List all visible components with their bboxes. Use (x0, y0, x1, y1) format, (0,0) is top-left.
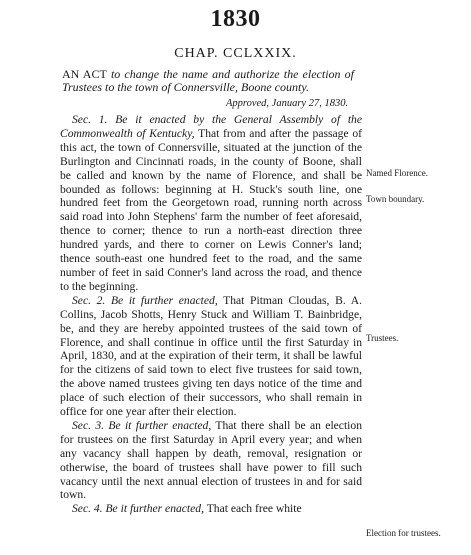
section-heading: Sec. 1. Be it enacted by the General Assembly of the Commonwealth of Kentucky, (60, 113, 362, 140)
margin-note-town-boundary: Town boundary. (366, 194, 425, 204)
section-4 (60, 502, 362, 516)
section-heading: Sec. 3. Be it further enacted, (72, 418, 212, 432)
section-3 (60, 419, 362, 502)
section-heading: Sec. 2. Be it further enacted, (72, 293, 218, 307)
section-text: That each free white (206, 502, 302, 516)
margin-note-trustees: Trustees. (366, 333, 399, 343)
margin-note-named-florence: Named Florence. (366, 168, 428, 178)
section-1 (60, 113, 362, 294)
section-2 (60, 294, 362, 419)
section-text: That from and after the passage of this act, the town of Connersville, situated at the junction of the Burlington and Cincinnati roads, in the county of Boone, shall be called and known by the name of Florence, and shall be bounded as follows: beginning at H. Stuck's south line, one hundred feet from the Georgetown road, running north across said road into John Stephens' farm the number of feet aforesaid, thence to corner; thence to run a north-east direction three hundred yards, and there to corner on Lewis Conner's land; thence south-east one hundred feet to the road, and the same number of feet in said Conner's land across the road, and thence to the beginning. (60, 126, 362, 293)
approval-date: Approved, January 27, 1830. (226, 98, 349, 109)
act-title (62, 68, 354, 94)
page-year: 1830 (210, 6, 261, 32)
act-title-text: to change the name and authorize the election of Trustees to the town of Connersville, Boone county. (62, 67, 355, 94)
section-text: That Pitman Cloudas, B. A. Collins, Jacob Shotts, Henry Stuck and William T. Bainbridge, be, and they are hereby appointed trustees of the said town of Florence, and shall continue in office until the first Saturday in April, 1830, and at the expiration of their term, it shall be lawful for the citizens of said town to elect five trustees for said town, the above named trustees giving ten days notice of the time and place of such election of their successors, who shall remain in office for one year after their election. (60, 293, 362, 419)
act-body (60, 113, 362, 516)
act-title-caps: AN ACT (62, 67, 107, 81)
chapter-heading: CHAP. CCLXXIX. (174, 46, 297, 61)
section-heading: Sec. 4. Be it further enacted, (72, 502, 204, 516)
section-text: That there shall be an election for trustees on the first Saturday in April every year; and when any vacancy shall happen by death, removal, resignation or otherwise, the board of trustees shall have power to fill such vacancy until the next annual election of trustees in and for said town. (60, 418, 362, 502)
margin-note-election: Election for trustees. (366, 528, 441, 538)
